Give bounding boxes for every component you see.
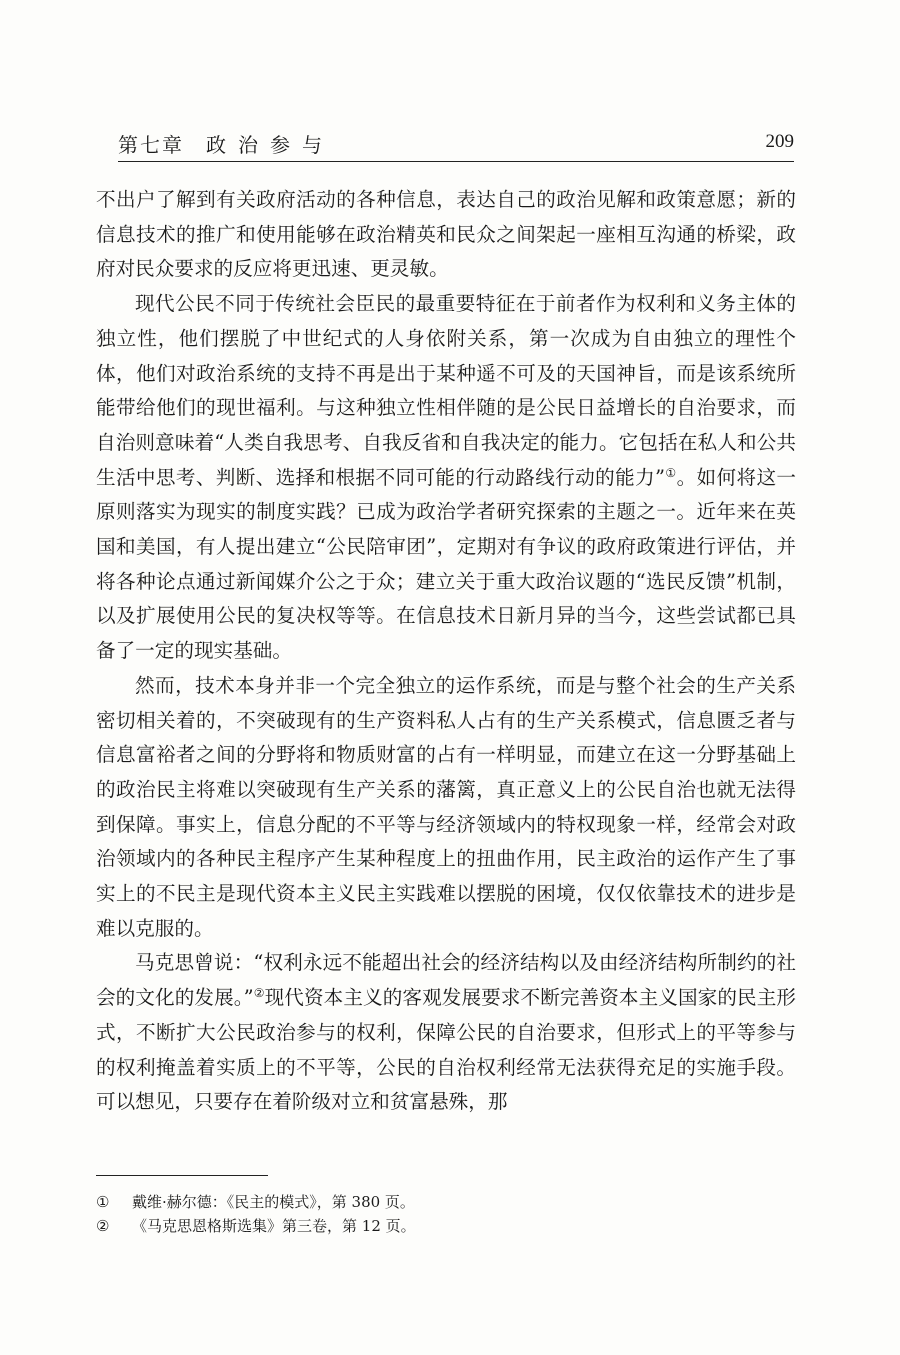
body-text: [96, 183, 796, 1120]
paragraph-2-part-a: 现代公民不同于传统社会臣民的最重要特征在于前者作为权利和义务主体的独立性，他们摆脱了中世纪式的人身依附关系，第一次成为自由独立的理性个体，他们对政治系统的支持不再是出于某种遥不可及的天国神旨，而是该系统所能带给他们的现世福利。与这种独立性相伴随的是公民日益增长的自治要求，而自治则意味着“人类自我思考、自我反省和自我决定的能力。它包括在私人和公共生活中思考、判断、选择和根据不同可能的行动路线行动的能力”: [96, 292, 796, 489]
chapter-label: 第七章: [118, 133, 184, 157]
paragraph-3: 然而，技术本身并非一个完全独立的运作系统，而是与整个社会的生产关系密切相关着的，不突破现有的生产资料私人占有的生产关系模式，信息匮乏者与信息富裕者之间的分野将和物质财富的占有一样明显，而建立在这一分野基础上的政治民主将难以突破现有生产关系的藩篱，真正意义上的公民自治也就无法得到保障。事实上，信息分配的不平等与经济领域内的特权现象一样，经常会对政治领域内的各种民主程序产生某种程度上的扭曲作用，民主政治的运作产生了事实上的不民主是现代资本主义民主实践难以摆脱的困境，仅仅依靠技术的进步是难以克服的。: [96, 673, 796, 940]
paragraph-2: [96, 287, 796, 669]
paragraph-1: 不出户了解到有关政府活动的各种信息，表达自己的政治见解和政策意愿；新的信息技术的推广和使用能够在政治精英和民众之间架起一座相互沟通的桥梁，政府对民众要求的反应将更迅速、更灵敏。: [96, 188, 796, 281]
paragraph-4: [96, 946, 796, 1120]
footnote-marker: ①: [96, 1193, 110, 1211]
footnote-text: 戴维·赫尔德：《民主的模式》，第 380 页。: [132, 1193, 415, 1211]
chapter-title: 政治参与: [206, 133, 334, 157]
footnote-2: [96, 1214, 796, 1238]
footnote-1: [96, 1190, 796, 1214]
footnote-marker: ②: [96, 1217, 110, 1235]
footnote-ref-1: ①: [665, 465, 677, 480]
paragraph-2-part-b: 。如何将这一原则落实为现实的制度实践？已成为政治学者研究探索的主题之一。近年来在英国和美国，有人提出建立“公民陪审团”，定期对有争议的政府政策进行评估，并将各种论点通过新闻媒介公之于众；建立关于重大政治议题的“选民反馈”机制，以及扩展使用公民的复决权等等。在信息技术日新月异的当今，这些尝试都已具备了一定的现实基础。: [96, 465, 796, 663]
paragraph-4-part-a: 马克思曾说：“权利永远不能超出社会的经济结构以及由经济结构所制约的社会的文化的发展。”: [96, 951, 796, 1010]
footnotes: [96, 1190, 796, 1238]
footnote-ref-2: ②: [253, 986, 265, 1001]
footnote-divider: [96, 1175, 268, 1176]
paragraph-4-part-b: 现代资本主义的客观发展要求不断完善资本主义国家的民主形式，不断扩大公民政治参与的权利，保障公民的自治要求，但形式上的平等参与的权利掩盖着实质上的不平等，公民的自治权利经常无法获得充足的实施手段。可以想见，只要存在着阶级对立和贫富悬殊，那: [96, 986, 796, 1114]
page-number: 209: [765, 131, 794, 152]
footnote-text: 《马克思恩格斯选集》第三卷，第 12 页。: [132, 1217, 416, 1235]
chapter-heading: [118, 129, 334, 158]
running-head: [118, 127, 794, 162]
